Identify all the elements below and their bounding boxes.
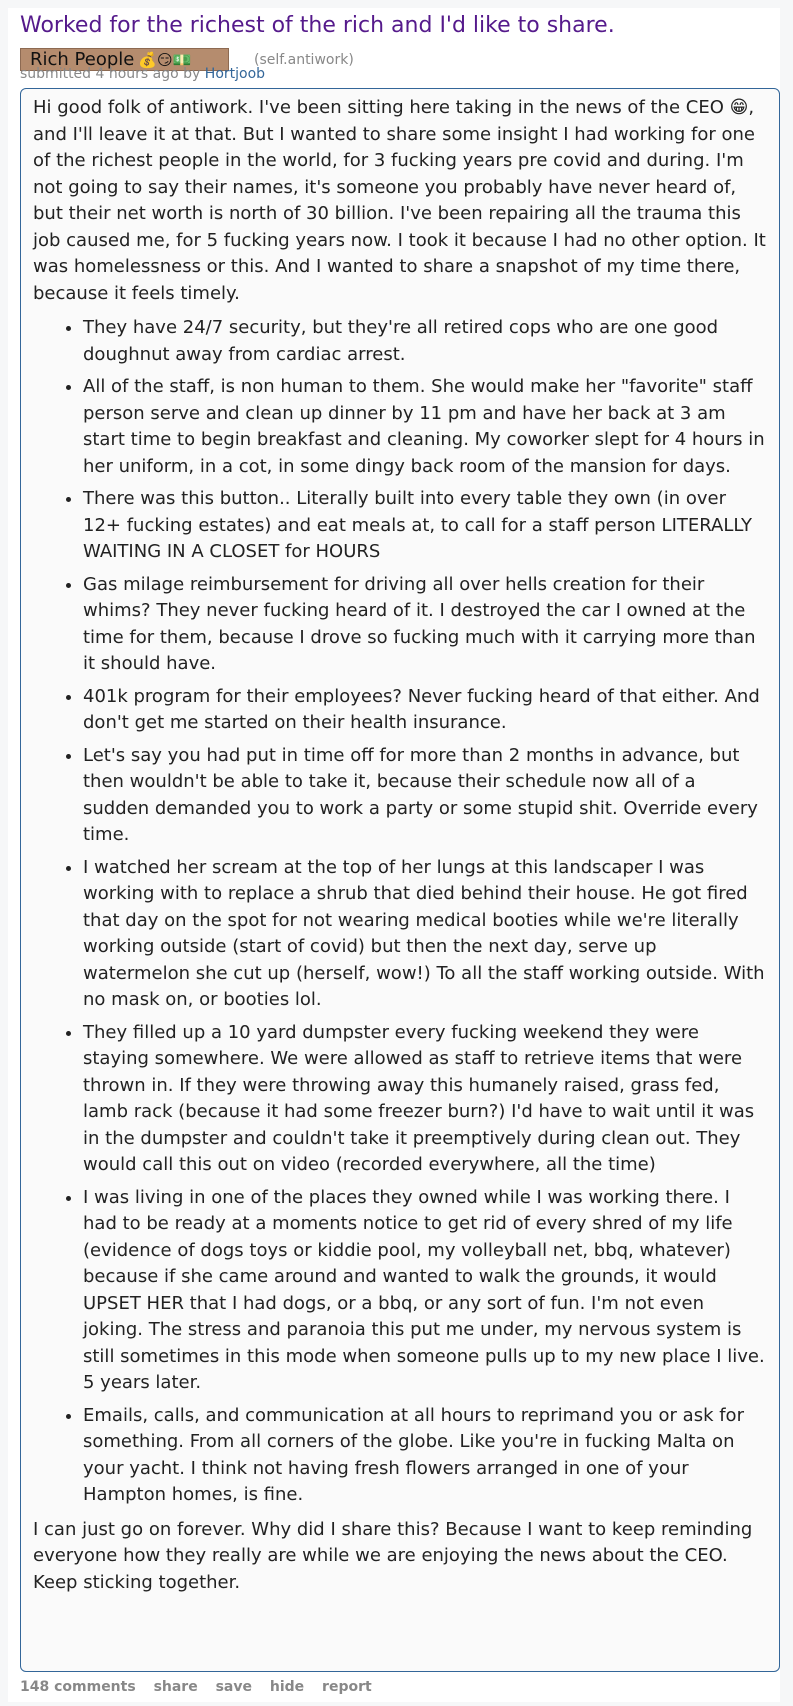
report-link[interactable]: report (322, 1679, 372, 1695)
list-item: • Let's say you had put in time off for more than 2 months in advance, but then wouldn't be able to take it, because their schedule now all of a sudden demanded you to work a party or some stupid shit. Override every time. (83, 743, 767, 849)
list-item: • I watched her scream at the top of her lungs at this landscaper I was working with to replace a shrub that died behind their house. He got fired that day on the spot for not wearing medical booties while we're literally working outside (start of covid) but then the next day, serve up watermelon she cut up (herself, wow!) To all the staff working outside. With no mask on, or booties lol. (83, 855, 767, 1014)
list-item: • Emails, calls, and communication at all hours to reprimand you or ask for something. From all corners of the globe. Like you're in fucking Malta on your yacht. I think not having fresh flowers arranged in one of your Hampton homes, is fine. (83, 1403, 767, 1509)
list-item: • I was living in one of the places they owned while I was working there. I had to be ready at a moments notice to get rid of every shred of my life (evidence of dogs toys or kiddie pool, my volleyball net, bbq, whatever) because if she came around and wanted to walk the grounds, it would UPSET HER that I had dogs, or a bbq, or any sort of fun. I'm not even joking. The stress and paranoia this put me under, my nervous system is still sometimes in this mode when someone pulls up to my new place I live. 5 years later. (83, 1185, 767, 1397)
list-item: • They filled up a 10 yard dumpster every fucking weekend they were staying somewhere. We were allowed as staff to retrieve items that were thrown in. If they were throwing away this humanely raised, grass fed, lamb rack (because it had some freezer burn?) I'd have to wait until it was in the dumpster and couldn't take it preemptively during clean out. They would call this out on video (recorded everywhere, all the time) (83, 1020, 767, 1179)
list-item: • Gas milage reimbursement for driving all over hells creation for their whims? They never fucking heard of it. I destroyed the car I owned at the time for them, because I drove so fucking much with it carrying more than it should have. (83, 572, 767, 678)
list-item: • There was this button.. Literally built into every table they own (in over 12+ fucking estates) and eat meals at, to call for a staff person LITERALLY WAITING IN A CLOSET for HOURS (83, 486, 767, 566)
post-domain[interactable]: (self.antiwork) (254, 52, 354, 68)
share-link[interactable]: share (153, 1679, 198, 1695)
comments-link[interactable]: 148 comments (20, 1679, 136, 1695)
body-bullet-list (33, 315, 767, 1509)
submitted-line (20, 66, 265, 82)
author-link[interactable]: Hortjoob (204, 66, 266, 82)
body-outro: I can just go on forever. Why did I share this? Because I want to keep reminding everyone how they really are while we are enjoying the news about the CEO. Keep sticking together. (33, 1518, 753, 1593)
post-card (8, 8, 780, 1702)
flair-emoji-icons: 💰😏💵 (138, 51, 192, 69)
submitted-prefix: submitted 4 hours ago by (20, 66, 201, 82)
list-item: • All of the staff, is non human to them. She would make her "favorite" staff person serve and clean up dinner by 11 pm and have her back at 3 am start time to begin breakfast and cleaning. My coworker slept for 4 hours in her uniform, in a cot, in some dingy back room of the mansion for days. (83, 374, 767, 480)
save-link[interactable]: save (215, 1679, 252, 1695)
body-intro: Hi good folk of antiwork. I've been sitting here taking in the news of the CEO 😁, and I'll leave it at that. But I wanted to share some insight I had working for one of the richest people in the world, for 3 fucking years pre covid and during. I'm not going to say their names, it's someone you probably have never heard of, but their net worth is north of 30 billion. I've been repairing all the trauma this job caused me, for 5 fucking years now. I took it because I had no other option. It was homelessness or this. And I wanted to share a snapshot of my time there, because it feels timely. (33, 97, 766, 304)
post-title[interactable]: Worked for the richest of the rich and I'd like to share. (20, 13, 615, 38)
list-item: • They have 24/7 security, but they're all retired cops who are one good doughnut away from cardiac arrest. (83, 315, 767, 368)
hide-link[interactable]: hide (269, 1679, 305, 1695)
list-item: • 401k program for their employees? Never fucking heard of that either. And don't get me started on their health insurance. (83, 684, 767, 737)
post-body (20, 88, 780, 1672)
flair-label: Rich People (30, 49, 135, 70)
post-actions (20, 1679, 385, 1695)
